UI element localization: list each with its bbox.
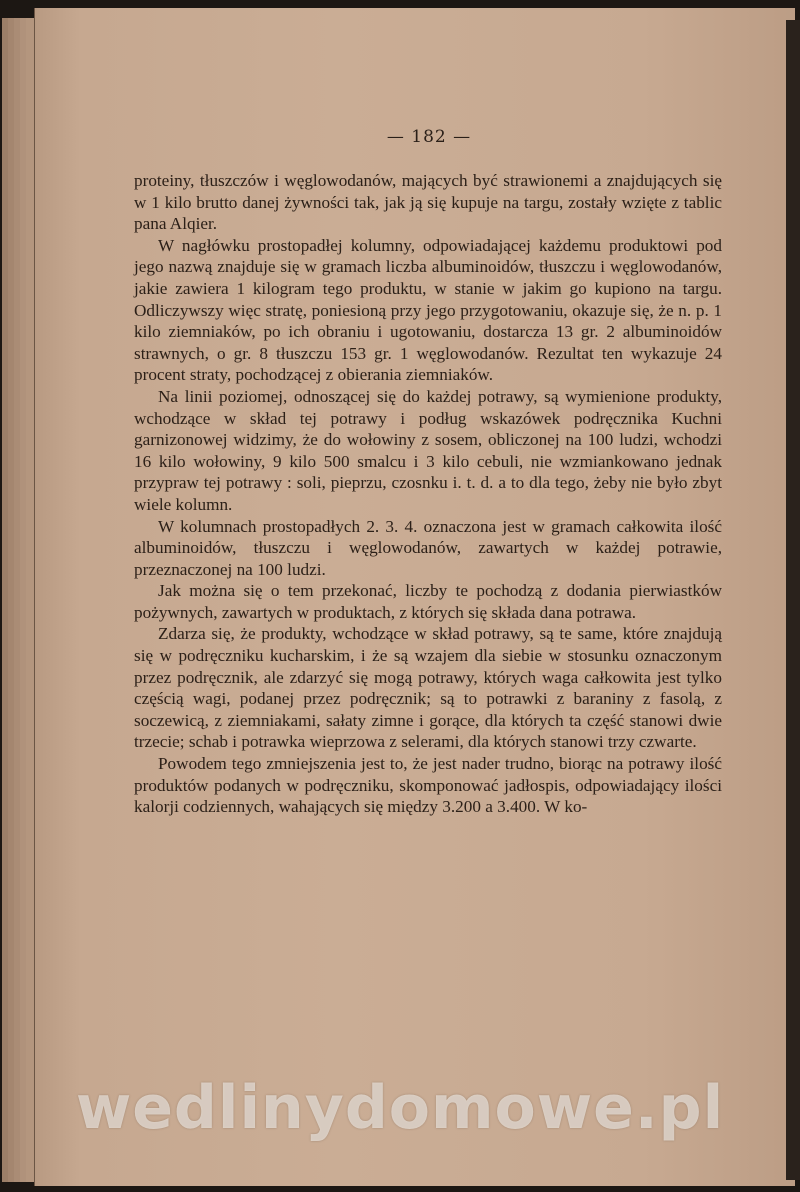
page-number: — 182 — (386, 127, 472, 147)
body-text (134, 170, 722, 818)
page-shadow (786, 20, 800, 1180)
paragraph: Jak można się o tem przekonać, liczby te pochodzą z dodania pierwiastków pożywnych, zawartych w produktach, z których się składa dana potrawa. (134, 581, 722, 622)
paragraph: Zdarza się, że produkty, wchodzące w skład potrawy, są te same, które znajdują się w podręczniku kucharskim, i że są wzajem dla siebie w stosunku oznaczonym przez podręcznik, ale zdarzyć się mogą potrawy, których waga całkowita jest tylko częścią wagi, podanej przez podręcznik; są to potrawki z baraniny z fasolą, z soczewicą, z ziemniakami, sałaty zimne i gorące, dla których ta część stanowi dwie trzecie; schab i potrawka wieprzowa z selerami, dla których stanowi trzy czwarte. (134, 624, 722, 752)
paragraph: W kolumnach prostopadłych 2. 3. 4. oznaczona jest w gramach całkowita ilość albuminoidów, tłuszczu i węglowodanów, zawartych w każdej potrawie, przeznaczonej na 100 ludzi. (134, 516, 722, 579)
paragraph: W nagłówku prostopadłej kolumny, odpowiadającej każdemu produktowi pod jego nazwą znajduje się w gramach liczba albuminoidów, tłuszczu i węglowodanów, jakie zawiera 1 kilogram tego produktu, w stanie w jakim go kupiono na targu. Odliczywszy więc stratę, poniesioną przy jego przygotowaniu, okazuje się, że n. p. 1 kilo ziemniaków, po ich obraniu i ugotowaniu, dostarcza 13 gr. 2 albuminoidów strawnych, o gr. 8 tłuszczu 153 gr. 1 węglowodanów. Rezultat ten wykazuje 24 procent straty, pochodzącej z obierania ziemniaków. (134, 235, 722, 385)
watermark: wedlinydomowe.pl (75, 1073, 725, 1143)
paragraph: Na linii poziomej, odnoszącej się do każdej potrawy, są wymienione produkty, wchodzące w skład tej potrawy i podług wskazówek podręcznika Kuchni garnizonowej widzimy, że do wołowiny z sosem, obliczonej na 100 ludzi, wchodzi 16 kilo wołowiny, 9 kilo 500 smalcu i 3 kilo cebuli, nie wzmiankowano jednak przypraw tej potrawy : soli, pieprzu, czosnku i. t. d. a to dla tego, żeby nie było zbyt wiele kolumn. (134, 386, 722, 514)
paragraph: proteiny, tłuszczów i węglowodanów, mających być strawionemi a znajdujących się w 1 kilo brutto danej żywności tak, jak ją się kupuje na targu, zostały wzięte z tablic pana Alqier. (134, 171, 722, 234)
paragraph: Powodem tego zmniejszenia jest to, że jest nader trudno, biorąc na potrawy ilość produktów podanych w podręczniku, skomponować jadłospis, odpowiadający ilości kalorji codziennych, wahających się między 3.200 a 3.400. W ko- (134, 754, 722, 817)
